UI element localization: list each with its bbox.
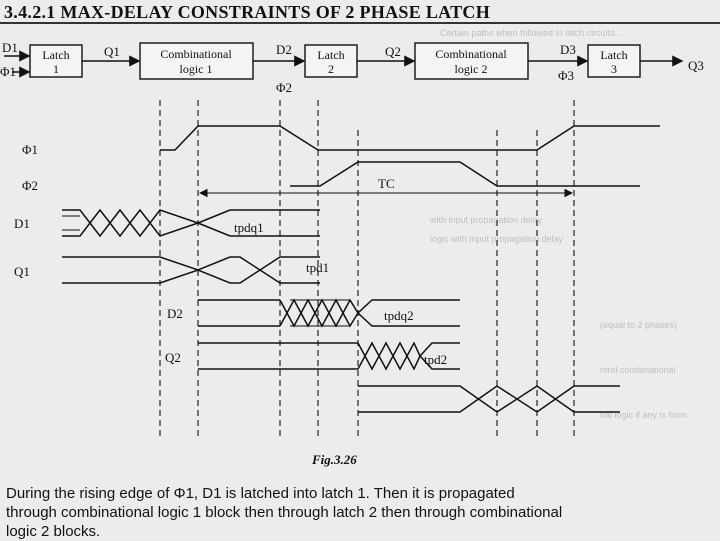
comb1-label-line1: Combinational [160,47,232,61]
latch3-label-line2: 3 [611,62,617,76]
phi1-waveform [160,126,660,150]
bleed-through-text: with input propagation delay [430,215,543,225]
comb2-label-line2: logic 2 [454,62,488,76]
tc-label: TC [378,176,395,191]
body-paragraph [6,484,712,541]
bleed-through-text: ntrol combinational [600,365,676,375]
row-label-phi1: Φ1 [22,142,39,157]
tpd2-label: tpd2 [424,352,448,367]
row-label-d1: D1 [14,216,30,231]
body-line: logic 2 blocks. [6,523,101,540]
latch1-label-line2: 1 [53,62,59,76]
latch3-label-line1: Latch [600,48,628,62]
figure-caption: Fig.3.26 [312,452,357,467]
timing-reference-lines [160,100,574,440]
phi3-label: Φ3 [558,68,575,83]
timing-row-labels [14,142,183,365]
d3-label: D3 [560,42,576,57]
timing-annotations [234,176,447,367]
tpdq1-label: tpdq1 [234,220,264,235]
q3-label: Q3 [688,58,704,73]
d2-label: D2 [276,42,292,57]
d1-waveform [62,210,320,236]
q1-waveform [62,257,320,283]
bleed-through-text: nal logic if any is from [600,410,687,420]
q2-waveform [198,343,460,369]
bleed-through-text: logic with input propagation delay [430,234,564,244]
tpdq2-label: tpdq2 [384,308,414,323]
section-heading: 3.4.2.1 MAX-DELAY CONSTRAINTS OF 2 PHASE LATCH [4,2,491,22]
phi2-waveform [290,162,640,186]
row-label-d2: D2 [167,306,183,321]
d1-label: D1 [2,40,18,55]
bleed-through-text: (equal to 2 phases) [600,320,678,330]
comb1-label-line2: logic 1 [179,62,213,76]
body-line: through combinational logic 1 block then through latch 2 then through combinational [6,504,563,521]
bleed-through-text: Certain paths when followed in latch circuits... [440,28,623,38]
phi2-label: Φ2 [276,80,293,95]
q1-label: Q1 [104,44,120,59]
d2-waveform [198,300,460,326]
comb2-label-line1: Combinational [435,47,507,61]
timing-waveforms [62,126,660,412]
q2-label: Q2 [385,44,401,59]
latch1-label-line1: Latch [42,48,70,62]
latch2-label-line1: Latch [317,48,345,62]
d3-waveform [358,386,620,412]
row-label-phi2: Φ2 [22,178,39,193]
tpd1-label: tpd1 [306,260,330,275]
body-line: During the rising edge of Φ1, D1 is latched into latch 1. Then it is propagated [6,485,515,502]
latch2-label-line2: 2 [328,62,334,76]
row-label-q2: Q2 [165,350,181,365]
row-label-q1: Q1 [14,264,30,279]
phi1-input-label: Φ1 [0,64,17,79]
